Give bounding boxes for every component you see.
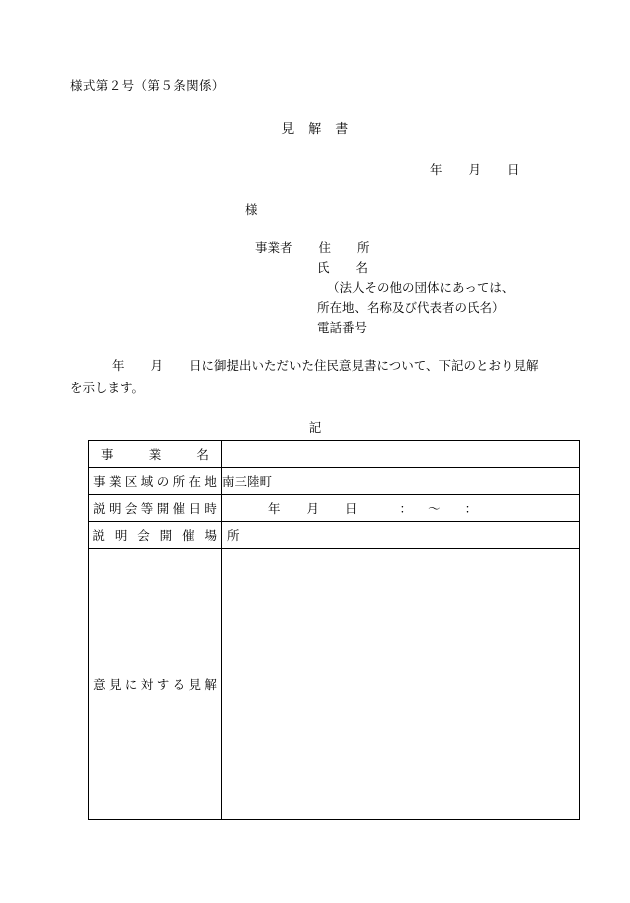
form-number: 様式第２号（第５条関係） [70, 79, 225, 93]
applicant-phone-row [255, 318, 514, 338]
paragraph-main-text: 日に御提出いただいた住民意見書について、下記のとおり見解 [189, 359, 539, 373]
meeting-year-label: 年 [268, 502, 281, 516]
row-value-business-area-location[interactable]: 南三陸町 [222, 468, 580, 495]
row-value-briefing-venue[interactable] [222, 522, 580, 549]
applicant-note-row-2 [255, 298, 514, 318]
row-value-opinion-response[interactable] [222, 549, 580, 820]
page-title: 見 解 書 [281, 121, 349, 136]
row-label-briefing-venue: 説 明 会 開 催 場 所 [89, 522, 222, 549]
applicant-note-row-1 [255, 278, 514, 298]
meeting-month-label: 月 [306, 502, 320, 516]
paragraph-year-label: 年 [112, 359, 125, 373]
paragraph-month-label: 月 [150, 359, 164, 373]
applicant-address-label: 住 [318, 241, 332, 255]
meeting-day-label: 日 [345, 502, 358, 516]
applicant-block [255, 238, 514, 338]
table-row [89, 522, 580, 549]
table-row [89, 468, 580, 495]
applicant-note-line-2: 所在地、名称及び代表者の氏名） [317, 301, 505, 315]
row-label-business-name: 事 業 名 [89, 441, 222, 468]
applicant-note-line-1: （法人その他の団体にあっては、 [327, 281, 515, 295]
row-label-briefing-datetime: 説明会等開催日時 [89, 495, 222, 522]
row-label-opinion-response: 意見に対する見解 [89, 549, 222, 820]
row-value-briefing-datetime[interactable] [222, 495, 580, 522]
applicant-name-label: 氏 [317, 261, 330, 275]
applicant-name-label-2: 名 [355, 261, 369, 275]
date-day-label: 日 [507, 163, 520, 177]
table-row [89, 441, 580, 468]
body-paragraph [70, 355, 570, 399]
meeting-colon-1: ： [399, 502, 413, 516]
form-table [88, 440, 580, 820]
applicant-phone-label: 電話番号 [317, 321, 368, 335]
paragraph-second-line: を示します。 [70, 381, 145, 395]
table-row [89, 495, 580, 522]
applicant-address-row [255, 238, 514, 258]
meeting-tilde: 〜 [428, 502, 441, 516]
date-year-label: 年 [430, 163, 443, 177]
table-row [89, 549, 580, 820]
applicant-lead-label: 事業者 [255, 241, 293, 255]
applicant-name-row [255, 258, 514, 278]
addressee-honorific: 様 [245, 203, 258, 217]
ki-label: 記 [308, 421, 322, 435]
row-value-business-name[interactable] [222, 441, 580, 468]
meeting-colon-2: ： [464, 502, 478, 516]
row-label-business-area-location: 事業区域の所在地 [89, 468, 222, 495]
document-date-line [430, 160, 520, 178]
applicant-address-label-2: 所 [357, 241, 370, 255]
date-month-label: 月 [468, 163, 482, 177]
